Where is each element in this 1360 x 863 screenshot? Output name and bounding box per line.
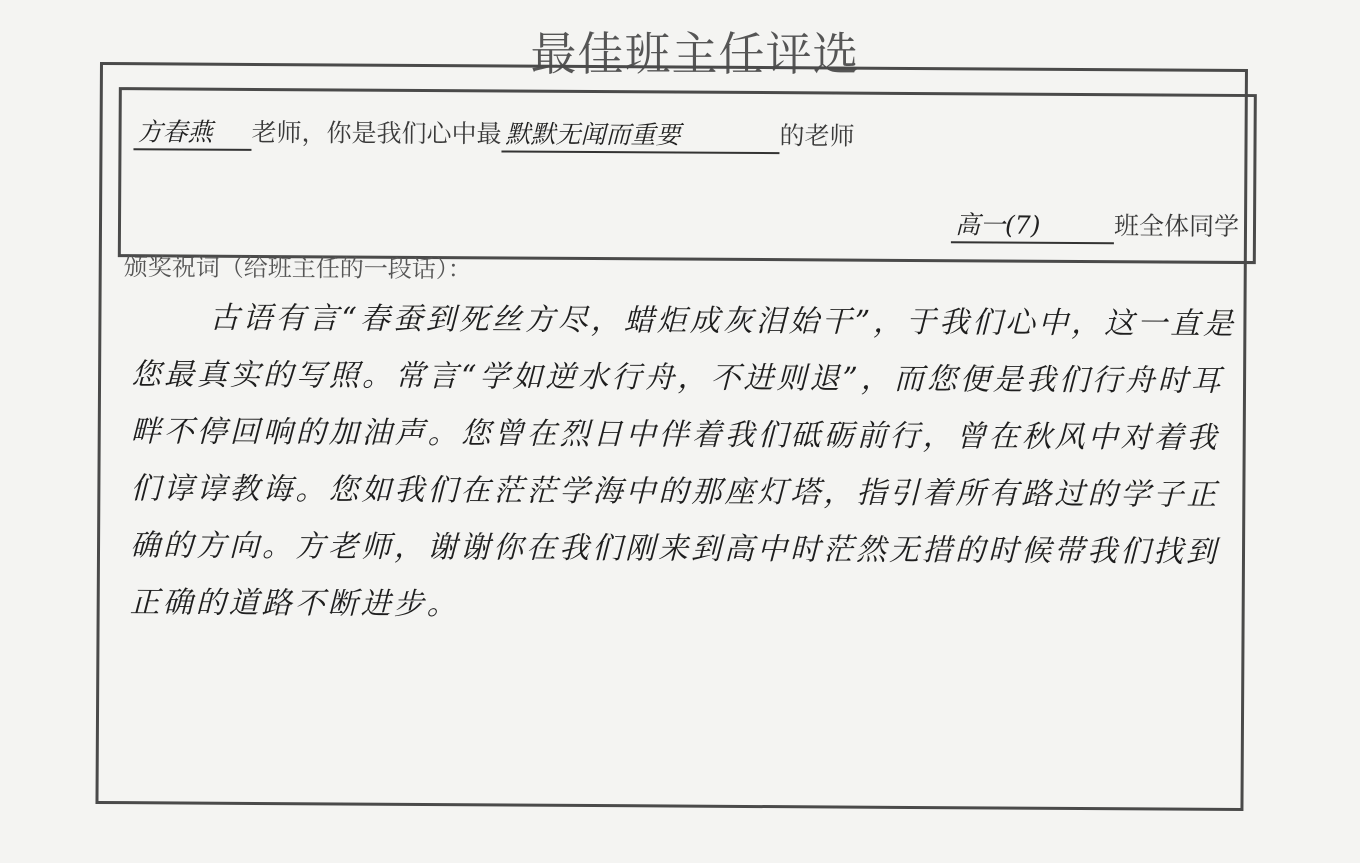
line1-mid-text: 老师，你是我们心中最: [251, 117, 502, 149]
form-title: 最佳班主任评选: [530, 27, 860, 81]
dedication-line: [133, 112, 854, 154]
handwritten-speech: 古语有言“春蚕到死丝方尽，蜡炬成灰泪始干”，于我们心中，这一直是您最真实的写照。常言“学如逆水行舟，不进则退”，而您便是我们行舟时耳畔不停回响的加油声。您曾在烈日中伴着我们砥砺前行，曾在秋风中对着我们谆谆教诲。您如我们在茫茫学海中的那座灯塔，指引着所有路过的学子正确的方向。方老师，谢谢你在我们刚来到高中时茫然无措的时候带我们找到正确的道路不断进步。: [129, 300, 1237, 623]
teacher-name-field: 方春燕: [133, 112, 251, 151]
class-name-field: 高一(7): [951, 205, 1114, 244]
section-label: 颁奖祝词（给班主任的一段话）：: [123, 253, 472, 284]
signature-line: [951, 205, 1239, 245]
line1-end-text: 的老师: [779, 121, 855, 151]
line2-end-text: 班全体同学: [1113, 211, 1240, 241]
speech-section: [114, 243, 1239, 808]
form-header-box: [118, 87, 1257, 264]
quality-field: 默默无闻而重要: [501, 114, 779, 154]
award-form-frame: [95, 62, 1248, 811]
